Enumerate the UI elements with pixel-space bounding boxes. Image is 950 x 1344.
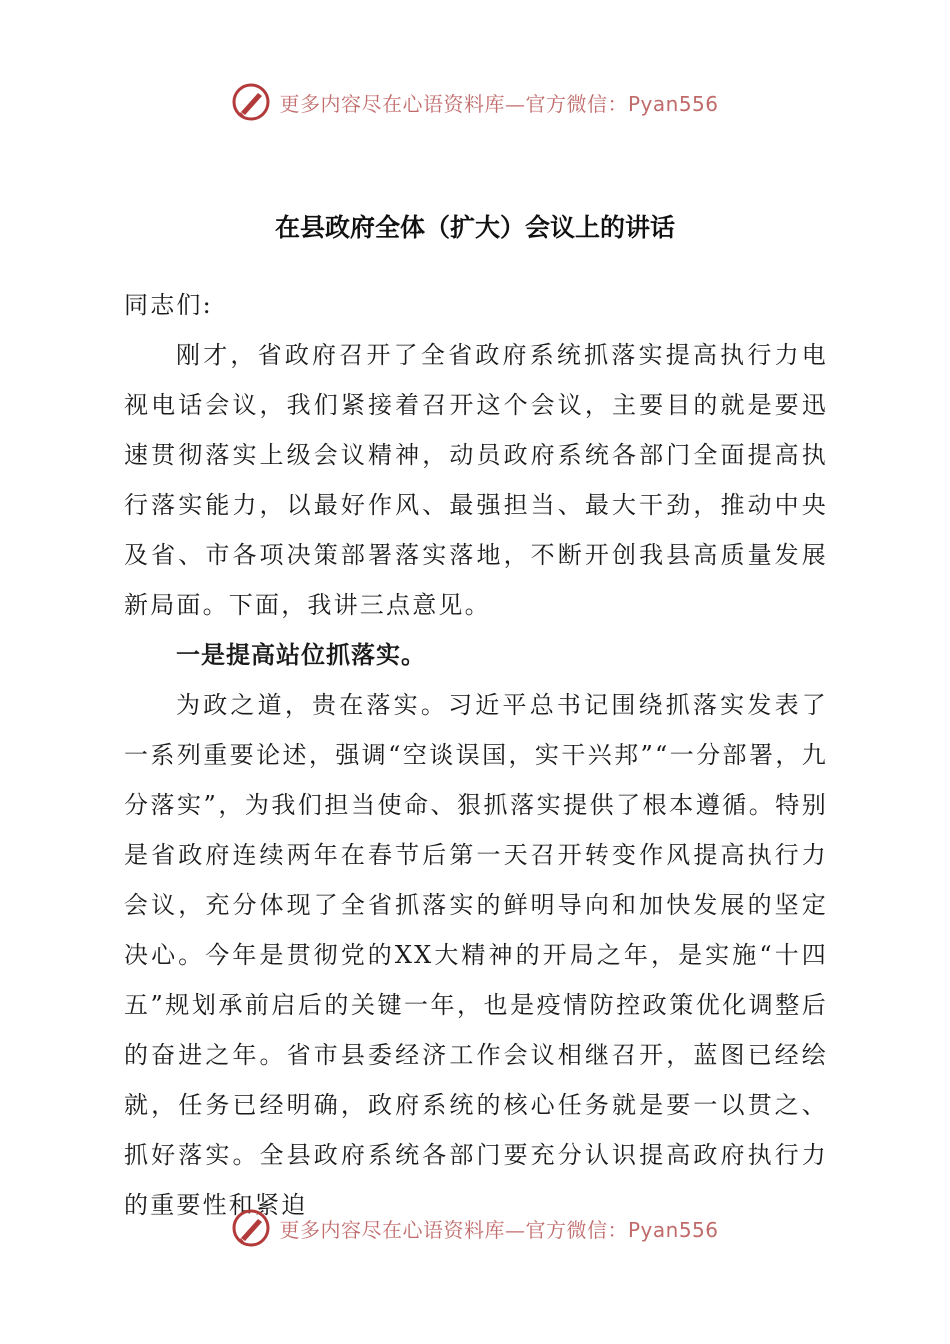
paragraph: 刚才，省政府召开了全省政府系统抓落实提高执行力电视电话会议，我们紧接着召开这个会议，主要目的就是要迅速贯彻落实上级会议精神，动员政府系统各部门全面提高执行落实能力，以最好作风、最强担当、最大干劲，推动中央及省、市各项决策部署落实落地，不断开创我县高质量发展新局面。下面，我讲三点意见。	[124, 341, 828, 619]
pen-logo-icon	[231, 1208, 271, 1248]
banner-label: 更多内容尽在心语资料库—官方微信：Pyan556	[279, 91, 719, 116]
salutation: 同志们:	[124, 291, 213, 319]
header-banner	[0, 80, 950, 124]
page-title: 在县政府全体（扩大）会议上的讲话	[274, 213, 675, 242]
banner-label: 更多内容尽在心语资料库—官方微信：Pyan556	[279, 1217, 719, 1242]
footer-banner	[0, 1206, 950, 1250]
paragraph: 为政之道，贵在落实。习近平总书记围绕抓落实发表了一系列重要论述，强调“空谈误国，实干兴邦”“一分部署，九分落实”，为我们担当使命、狠抓落实提供了根本遵循。特别是省政府连续两年在春节后第一天召开转变作风提高执行力会议，充分体现了全省抓落实的鲜明导向和加快发展的坚定决心。今年是贯彻党的XX大精神的开局之年，是实施“十四五”规划承前启后的关键一年，也是疫情防控政策优化调整后的奋进之年。省市县委经济工作会议相继召开，蓝图已经绘就，任务已经明确，政府系统的核心任务就是要一以贯之、抓好落实。全县政府系统各部门要充分认识提高政府执行力的重要性和紧迫	[124, 691, 828, 1219]
pen-logo-icon	[231, 82, 271, 122]
section-heading: 一是提高站位抓落实。	[176, 641, 426, 669]
document-body	[124, 280, 828, 1230]
